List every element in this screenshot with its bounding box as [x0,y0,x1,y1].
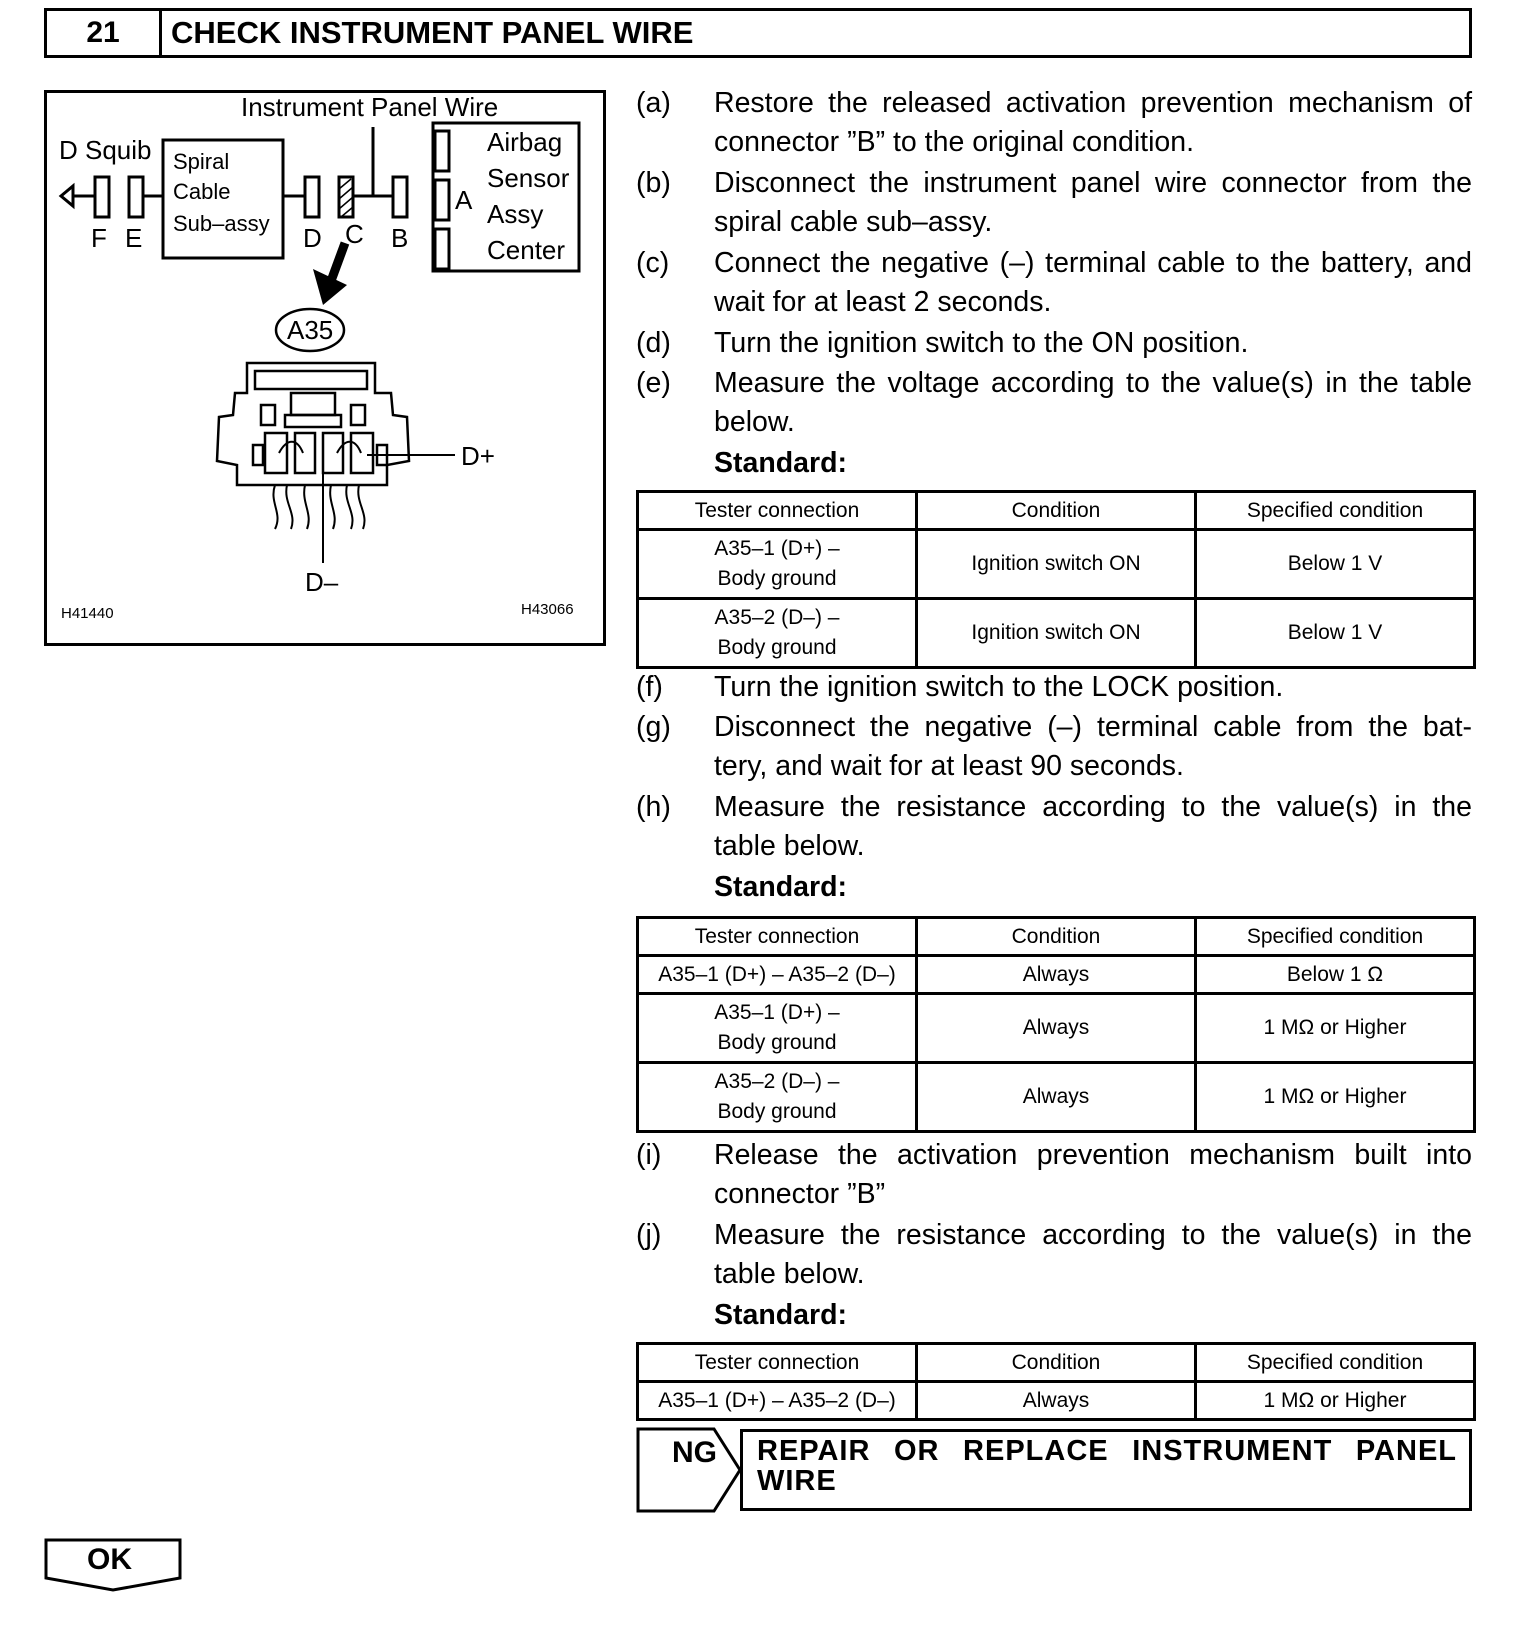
header-condition: Condition [917,1344,1196,1382]
table-row [638,1382,1475,1420]
resistance-spec-table-2 [636,1342,1476,1421]
step-label: (f) [636,671,663,703]
conn-line-2: Body ground [717,567,837,590]
table-header-row [638,918,1475,956]
step-text: Restore the released activation prevention mechanism of connector ”B” to the original condition. [714,87,1472,158]
cell-specified-condition: 1 MΩ or Higher [1196,1063,1475,1132]
standard-label-1: Standard: [714,447,848,479]
label-connector-b: B [391,223,409,253]
label-connector-d: D [303,223,322,253]
section-title: CHECK INSTRUMENT PANEL WIRE [171,15,694,50]
cell-condition: Always [917,956,1196,994]
conn-line-1: A35–2 (D–) – [714,1070,840,1093]
header-specified-condition: Specified condition [1196,492,1475,530]
header-specified-condition: Specified condition [1196,1344,1475,1382]
table-row [638,1063,1475,1132]
label-center: Center [487,235,566,265]
label-instrument-panel-wire: Instrument Panel Wire [241,92,499,122]
step-text: Turn the ignition switch to the LOCK position. [714,671,1284,703]
cell-tester-connection [638,599,917,668]
conn-line-1: A35–1 (D+) – [714,537,840,560]
cell-specified-condition: Below 1 Ω [1196,956,1475,994]
label-assy: Assy [487,199,544,229]
cell-tester-connection [638,1063,917,1132]
table-row [638,956,1475,994]
step-text: Measure the voltage according to the value(s) in the table below. [714,367,1472,438]
label-spiral: Spiral [173,149,230,174]
connector-diagram [44,90,606,646]
cell-tester-connection [638,530,917,599]
table-row [638,994,1475,1063]
header-tester-connection: Tester connection [638,918,917,956]
section-number: 21 [47,11,162,55]
voltage-spec-table [636,490,1476,669]
step-label: (i) [636,1139,662,1171]
header-specified-condition: Specified condition [1196,918,1475,956]
standard-label-3: Standard: [714,1299,848,1331]
header-tester-connection: Tester connection [638,492,917,530]
cell-condition: Ignition switch ON [917,599,1196,668]
cell-specified-condition: Below 1 V [1196,530,1475,599]
step-label: (a) [636,87,671,119]
label-connector-f: F [91,223,107,253]
conn-line-1: A35–2 (D–) – [714,606,840,629]
label-d-squib: D Squib [59,135,152,165]
header-condition: Condition [917,492,1196,530]
step-label: (j) [636,1219,662,1251]
conn-line-1: A35–1 (D+) – [714,1001,840,1024]
label-sensor: Sensor [487,163,570,193]
cell-condition: Always [917,994,1196,1063]
label-connector-e: E [125,223,143,253]
cell-condition: Always [917,1382,1196,1420]
ng-action-text: REPAIR OR REPLACE INSTRUMENT PANEL WIRE [757,1435,1457,1497]
ng-label: NG [672,1436,717,1469]
ng-action-box [740,1429,1472,1511]
step-text: Connect the negative (–) terminal cable to the battery, and wait for at least 2 seconds. [714,247,1472,318]
label-d-minus: D– [305,567,339,597]
figure-code-left: H41440 [61,605,114,622]
label-connector-a: A [455,185,473,215]
step-text: Turn the ignition switch to the ON position. [714,327,1249,359]
label-connector-c: C [345,219,364,249]
table-header-row [638,1344,1475,1382]
step-text: Measure the resistance according to the value(s) in the table below. [714,791,1472,862]
resistance-spec-table-1 [636,916,1476,1133]
cell-tester-connection: A35–1 (D+) – A35–2 (D–) [638,1382,917,1420]
header-condition: Condition [917,918,1196,956]
conn-line-2: Body ground [717,1100,837,1123]
step-label: (e) [636,367,671,399]
standard-label-2: Standard: [714,871,848,903]
section-header [44,8,1472,58]
cell-tester-connection: A35–1 (D+) – A35–2 (D–) [638,956,917,994]
step-text: Release the activation prevention mechanism built into connector ”B” [714,1139,1472,1210]
step-label: (c) [636,247,670,279]
cell-condition: Always [917,1063,1196,1132]
figure-code-right: H43066 [521,601,574,618]
label-a35: A35 [287,315,334,345]
ok-label: OK [87,1543,132,1576]
table-row [638,530,1475,599]
step-text: Disconnect the negative (–) terminal cable from the bat- tery, and wait for at least 90 seconds. [714,711,1472,782]
label-cable: Cable [173,179,231,204]
step-label: (d) [636,327,671,359]
label-airbag: Airbag [487,127,563,157]
label-sub-assy: Sub–assy [173,211,270,236]
cell-condition: Ignition switch ON [917,530,1196,599]
cell-specified-condition: Below 1 V [1196,599,1475,668]
cell-specified-condition: 1 MΩ or Higher [1196,994,1475,1063]
cell-specified-condition: 1 MΩ or Higher [1196,1382,1475,1420]
step-text: Measure the resistance according to the value(s) in the table below. [714,1219,1472,1290]
conn-line-2: Body ground [717,636,837,659]
cell-tester-connection [638,994,917,1063]
table-row [638,599,1475,668]
table-header-row [638,492,1475,530]
conn-line-2: Body ground [717,1031,837,1054]
step-label: (b) [636,167,671,199]
header-tester-connection: Tester connection [638,1344,917,1382]
step-text: Disconnect the instrument panel wire connector from the spiral cable sub–assy. [714,167,1472,238]
step-label: (h) [636,791,671,823]
label-d-plus: D+ [461,441,495,471]
step-label: (g) [636,711,671,743]
